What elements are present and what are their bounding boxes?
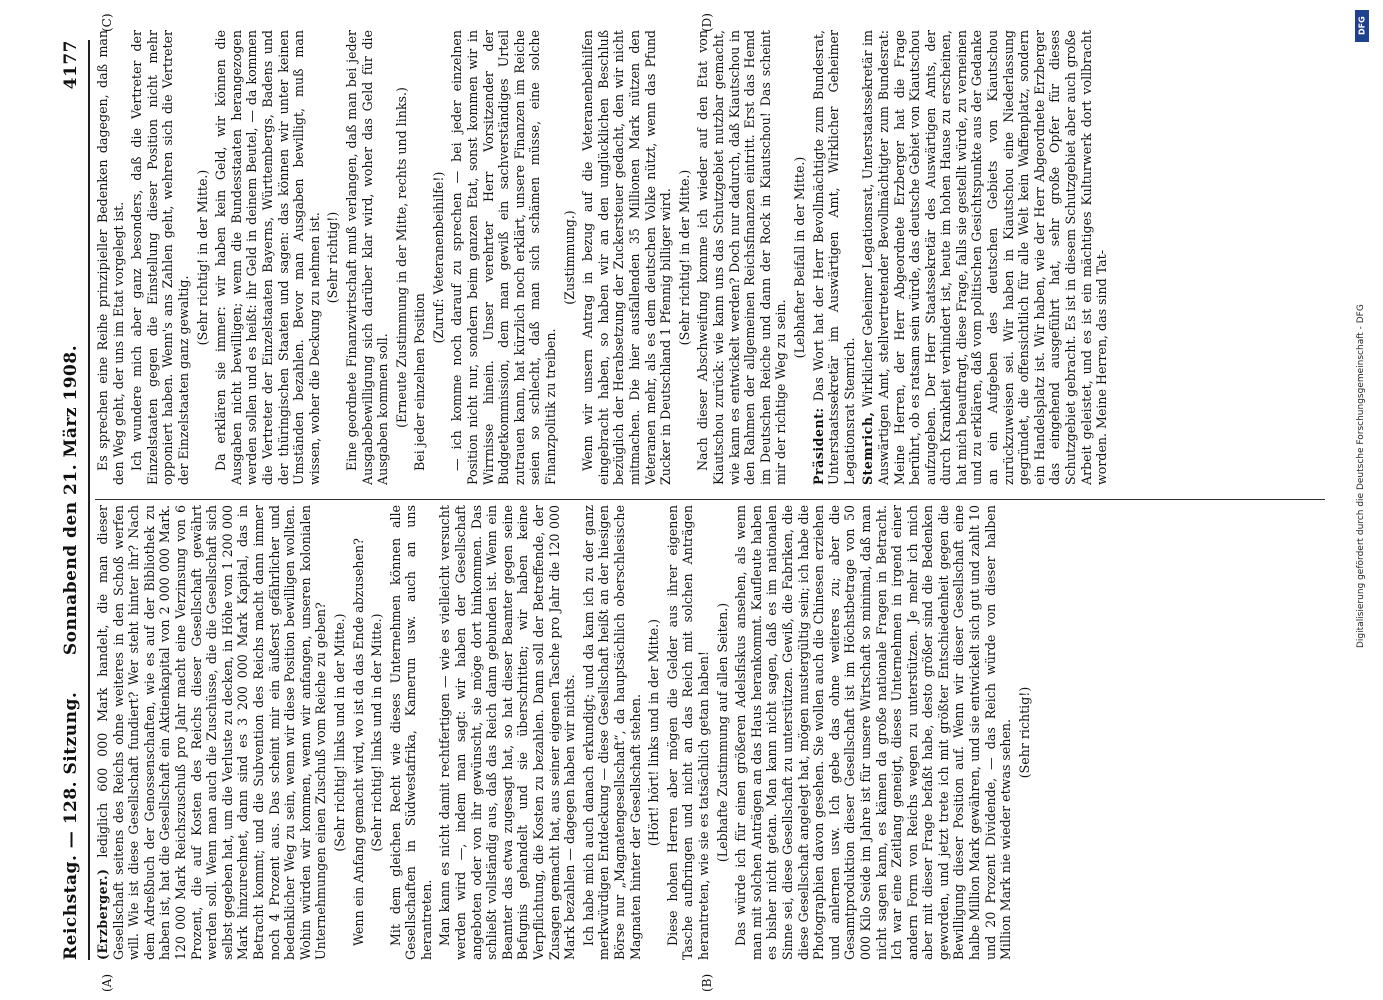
header-left: Reichstag. — 128. Sitzung. <box>61 691 81 960</box>
paragraph-text: Das Wort hat der Herr Bevollmächtigte zum Bundesrat, Unterstaatssekretär im Auswärtigen Amt, Wirklicher Geheimer Legationsrat Stemrich. <box>810 30 857 485</box>
interjection: (Lebhafter Beifall in der Mitte.) <box>791 156 807 359</box>
interjection: (Sehr richtig!) <box>325 211 341 304</box>
paragraph: Da erklären sie immer: wir haben kein Geld, wir können die Ausgaben nicht bewilligen; wenn die Bundesstaaten herangezogen werden sollen und es heißt: ihr Geld in deinem Beutel, — da kommen die Vertreter der Einzelstaaten Bayerns, Württembergs, Badens und der thüringischen Staaten und sagen: das können wir unter keinen Umständen bezahlen. Bevor man Ausgaben bewilligt, muß man wissen, woher die Deckung zu nehmen ist. <box>213 30 322 485</box>
interjection: (Erneute Zustimmung in der Mitte, rechts und links.) <box>393 87 409 428</box>
interjection: (Zuruf: Veteranenbeihilfe!) <box>430 171 446 344</box>
speaker-name: Präsident: <box>810 407 826 485</box>
paragraph: Man kann es nicht damit rechtfertigen — wie es vielleicht versucht werden wird —, indem man sagt: wir haben der Gesellschaft angeboten oder von ihr gewünscht, sie möge dort hinkommen. Das schließt vollständig aus, daß das Reich dann gebunden ist. Wenn ein Beamter das etwa zugesagt hat, so hat dieser Beamter gegen seine Befugnis gehandelt und sie überschritten; wir haben keine Verpflichtung, die Kosten zu bezahlen. Dann soll der Betreffende, der Zusagen gemacht hat, aus seiner eigenen Tasche pro Jahr die 120 000 Mark bezahlen — dagegen haben wir nichts. <box>437 505 578 960</box>
speaker-name: (Erzberger.) <box>95 868 110 960</box>
paragraph: Nach dieser Abschweifung komme ich wieder auf den Etat von Kiautschou zurück: wie kann uns das Schutzgebiet nutzbar gemacht, wie kann es entwickelt werden? Doch nur dadurch, daß Kiautschou in den Rahmen der allgemeinen Reichsfinanzen eintritt. Erst das Hemd im Deutschen Reiche und dann der Rock in Kiautschou! Das scheint mir der richtige Weg zu sein. <box>695 30 789 485</box>
paragraph: — ich komme noch darauf zu sprechen — bei jeder einzelnen Position nicht nur, sondern beim ganzen Etat, sonst kommen wir in Wirrnisse hinein. Unser verehrter Herr Vorsitzender der Budgetkommission, dem man gewiß ein sachverständiges Urteil zutrauen kann, hat kürzlich noch erklärt, unsere Finanzen im Reiche seien so schlecht, daß man sich schämen müsse, eine solche Finanzpolitik zu treiben. <box>449 30 559 485</box>
digitization-credit: Digitalisierung gefördert durch die Deutsche Forschungsgemeinschaft - DFG <box>1356 304 1366 648</box>
interjection: (Lebhafte Zustimmung auf allen Seiten.) <box>714 602 730 863</box>
header-center: Sonnabend den 21. März 1908. <box>61 344 81 656</box>
interjection: (Sehr richtig! in der Mitte.) <box>194 169 210 346</box>
paragraph-text: lediglich 600 000 Mark handelt, die man dieser Gesellschaft seitens des Reichs ohne weiteres in den Schoß werfen will. Wie ist diese Gesellschaft fundiert? Wer steht hinter ihr? Nach dem Adreßbuch der Genossenschaften, wie es auf der Bibliothek zu haben ist, hat die Gesellschaft ein Aktienkapital von 2 000 000 Mark. 120 000 Mark Reichszuschuß pro Jahr macht eine Verzinsung von 6 Prozent, die auf Kosten des Reichs dieser Gesellschaft gewährt werden soll. Wenn man auch die Zuschüsse, die die Gesellschaft sich selbst gegeben hat, um die Verluste zu decken, in Höhe von 1 200 000 Mark hinzurechnet, dann sind es 3 200 000 Mark Kapital, das in Betracht kommt; und die Subvention des Reichs macht dann immer noch 4 Prozent aus. Das scheint mir ein äußerst gefährlicher und bedenklicher Weg zu sein, wenn wir diese Position bewilligen wollten. Wohin würden wir kommen, wenn wir anfangen, unseren kolonialen Unternehmungen einen Zuschuß vom Reiche zu geben? <box>95 505 329 960</box>
paragraph: Mit dem gleichen Recht wie dieses Unternehmen können alle Gesellschaften in Südwestafrika, Kamerun usw. auch an uns herantreten. <box>387 505 434 960</box>
paragraph: Ich wundere mich aber ganz besonders, daß die Vertreter der Einzelstaaten gegen die Einstellung dieser Position nicht mehr opponiert haben. Wenn's ans Zahlen geht, wehren sich die Vertreter der Einzelstaaten ganz gewaltig. <box>129 30 191 485</box>
paragraph: Wenn ein Anfang gemacht wird, wo ist da das Ende abzusehen? <box>350 538 366 946</box>
paragraph: Bei jeder einzelnen Position <box>412 293 428 471</box>
paragraph: Ich habe mich auch danach erkundigt; und da kam ich zu der ganz merkwürdigen Entdeckung — diese Gesellschaft heißt an der hiesigen Börse nur „Magnatengesellschaft“, da hauptsächlich oberschlesische Magnaten hinter der Gesellschaft stehen. <box>580 505 643 960</box>
speaker-paragraph <box>95 505 329 960</box>
left-column <box>95 505 1325 960</box>
speaker-name: Stemrich, <box>860 411 876 485</box>
interjection: (Sehr richtig! links und in der Mitte.) <box>369 613 385 852</box>
paragraph: Das würde ich für einen größeren Adelsfiskus ansehen, als wenn man mit solchen Anträgen an das Haus herankommt. Kaufleute haben es bisher nicht getan. Man kann nicht sagen, daß es im nationalen Sinne sei, diese Gesellschaft zu unterstützen. Gewiß, die Fabriken, die diese Gesellschaft angelegt hat, mögen mustergültig sein; ich habe die Photographien davon gesehen. Sie wollen auch die Chinesen erziehen und anlernen usw. Ich gebe das ohne weiteres zu; aber die Gesamtproduktion dieser Gesellschaft ist im Höchstbetrage von 50 000 Kilo Seide im Jahre ist für unsere Wirtschaft so minimal, daß man nicht sagen kann, es kämen da große nationale Fragen in Betracht. Ich war eine Zeitlang geneigt, dieses Unternehmen in irgend einer andern Form von Reichs wegen zu unterstützen. Je mehr ich mich aber mit dieser Frage befaßt habe, desto größer sind die Bedenken geworden, und jetzt trete ich mit größter Entschiedenheit gegen die Bewilligung dieser Position auf. Wenn wir dieser Gesellschaft eine halbe Million Mark gewähren, und sie entwickelt sich gut und zahlt 10 und 20 Prozent Dividende, — das Reich würde von dieser halben Million Mark nie wieder etwas sehen. <box>733 505 1014 960</box>
speaker-paragraph <box>860 30 1110 485</box>
header-rule <box>88 40 90 960</box>
interjection: (Sehr richtig!) <box>1016 686 1032 779</box>
paragraph: Es sprechen eine Reihe prinzipieller Bedenken dagegen, daß man den Weg geht, der uns im Etat vorgelegt ist. <box>95 30 126 485</box>
speaker-paragraph <box>811 30 858 485</box>
page-header <box>56 40 86 960</box>
margin-marker-b: (B) <box>700 973 714 992</box>
margin-marker-a: (A) <box>100 973 114 992</box>
margin-marker-c: (C) <box>100 13 114 32</box>
right-column <box>95 30 1325 485</box>
paragraph: Wenn wir unsern Antrag in bezug auf die Veteranenbeihilfen eingebracht haben, so haben wir an den unglücklichen Beschluß bezüglich der Herabsetzung der Zuckersteuer gedacht, den wir nicht mitmachen. Die hier ausfallenden 35 Millionen Mark nützen den Veteranen mehr, als es dem deutschen Volke nützt, wenn das Pfund Zucker in Deutschland 1 Pfennig billiger wird. <box>580 30 674 485</box>
interjection: (Zustimmung.) <box>561 210 577 305</box>
interjection: (Hört! hört! links und in der Mitte.) <box>646 618 662 847</box>
paragraph: Eine geordnete Finanzwirtschaft muß verlangen, daß man bei jeder Ausgabebewilligung sich darüber klar wird, woher das Geld für die Ausgaben kommen soll. <box>343 30 391 485</box>
margin-marker-d: (D) <box>700 13 714 32</box>
column-divider <box>95 499 1325 500</box>
page-number: 4177 <box>61 40 81 90</box>
dfg-logo: DFG <box>1355 10 1369 42</box>
paragraph-text: Wirklicher Geheimer Legationsrat, Unterstaatssekretär im Auswärtigen Amt, stellvertretender Bevollmächtigter zum Bundesrat: Meine Herren, der Herr Abgeordnete Erzberger hat die Frage berührt, ob es ratsam sein würde, das deutsche Gebiet von Kiautschou aufzugeben. Der Herr Staatssekretär des Auswärtigen Amts, der durch Krankheit verhindert ist, heute im hohen Hause zu erscheinen, hat mich beauftragt, diese Frage, falls sie gestellt würde, zu verneinen und zu erklären, daß vom politischen Gesichtspunkte aus der Gedanke an ein Aufgeben des deutschen Gebiets von Kiautschou zurückzuweisen sei. Wir haben in Kiautschou eine Niederlassung gegründet, die offensichtlich für alle Welt kein Waffenplatz, sondern ein Handelsplatz ist. Wir haben, wie der Herr Abgeordnete Erzberger das eingehend ausgeführt hat, sehr große Opfer für dieses Schutzgebiet gebracht. Es ist in diesem Schutzgebiet aber auch große Arbeit geleistet, und es ist ein mächtiges Kulturwerk dort vollbracht worden. Meine Herren, das sind Tat- <box>860 30 1110 485</box>
interjection: (Sehr richtig! links und in der Mitte.) <box>331 613 347 852</box>
interjection: (Sehr richtig! in der Mitte.) <box>676 169 692 346</box>
paragraph: Diese hohen Herren aber mögen die Gelder aus ihrer eigenen Tasche aufbringen und nicht an das Reich mit solchen Anträgen herantreten, wie sie es tatsächlich getan haben! <box>664 505 711 960</box>
